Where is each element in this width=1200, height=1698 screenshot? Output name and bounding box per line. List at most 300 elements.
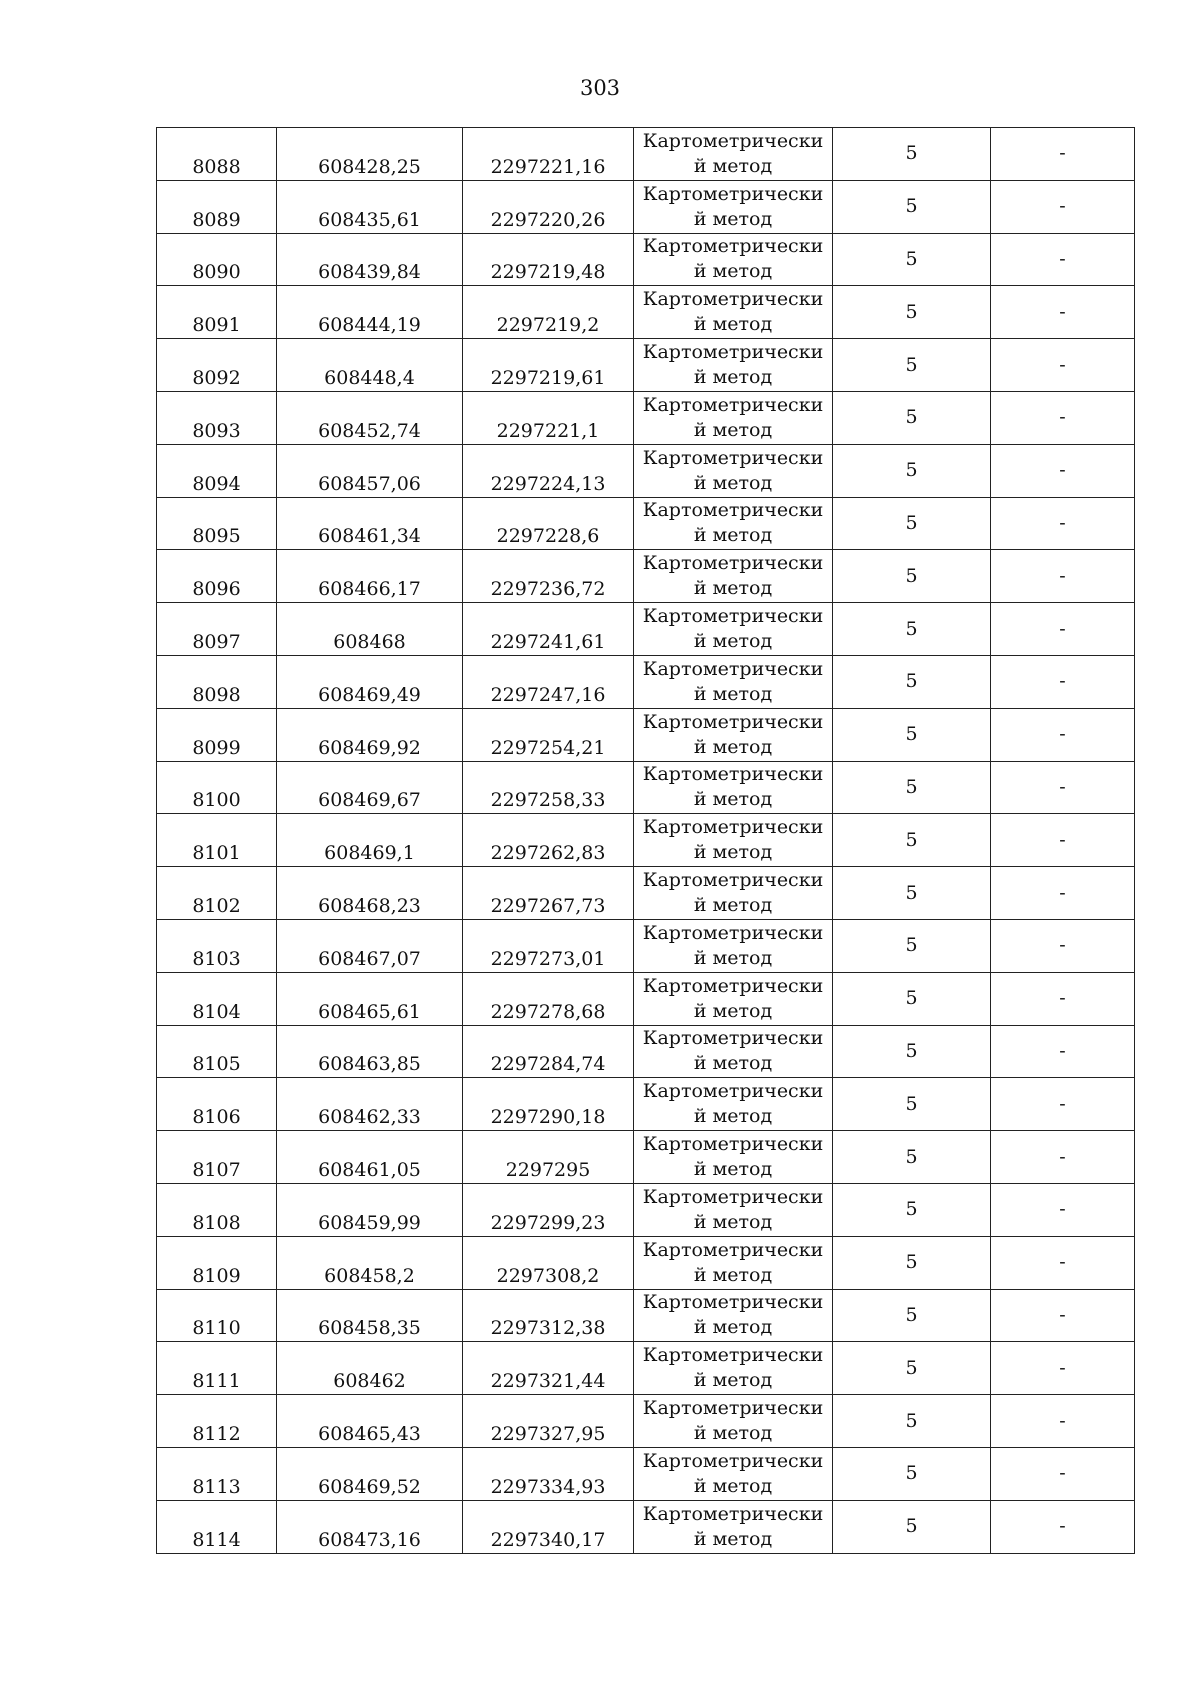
accuracy-cell (833, 867, 991, 920)
method-line-1: Картометрически (642, 288, 824, 311)
point-number-cell (157, 444, 277, 497)
point-number-cell (157, 1078, 277, 1131)
point-number-cell-text: 8100 (192, 789, 241, 812)
table-row (157, 919, 1135, 972)
x-coordinate-cell (277, 391, 463, 444)
accuracy-cell-text: 5 (905, 1039, 918, 1062)
method-line-2: й метод (693, 207, 773, 230)
y-coordinate-cell-text: 2297220,26 (490, 208, 606, 231)
point-number-cell-text: 8111 (192, 1370, 241, 1393)
note-cell-text: - (1059, 1303, 1066, 1326)
point-number-cell-text: 8092 (192, 366, 241, 389)
accuracy-cell (833, 1236, 991, 1289)
y-coordinate-cell-text: 2297273,01 (490, 947, 606, 970)
method-line-1: Картометрически (642, 657, 824, 680)
accuracy-cell-text: 5 (905, 987, 918, 1010)
method-cell (634, 1025, 833, 1078)
method-line-1: Картометрически (642, 1027, 824, 1050)
x-coordinate-cell-text: 608461,05 (318, 1158, 421, 1181)
y-coordinate-cell-text: 2297258,33 (490, 789, 606, 812)
note-cell (991, 814, 1135, 867)
x-coordinate-cell (277, 814, 463, 867)
method-line-1: Картометрически (642, 921, 824, 944)
note-cell-text: - (1059, 511, 1066, 534)
y-coordinate-cell-text: 2297267,73 (490, 894, 606, 917)
y-coordinate-cell (463, 1500, 634, 1553)
point-number-cell (157, 655, 277, 708)
accuracy-cell (833, 814, 991, 867)
note-cell-text: - (1059, 247, 1066, 270)
y-coordinate-cell (463, 128, 634, 181)
accuracy-cell-text: 5 (905, 142, 918, 165)
note-cell-text: - (1059, 775, 1066, 798)
table-row (157, 1078, 1135, 1131)
note-cell-text: - (1059, 1515, 1066, 1538)
accuracy-cell (833, 497, 991, 550)
note-cell (991, 867, 1135, 920)
accuracy-cell-text: 5 (905, 934, 918, 957)
method-cell (634, 1289, 833, 1342)
note-cell-text: - (1059, 881, 1066, 904)
y-coordinate-cell-text: 2297247,16 (490, 683, 606, 706)
accuracy-cell-text: 5 (905, 723, 918, 746)
accuracy-cell-text: 5 (905, 881, 918, 904)
method-line-1: Картометрически (642, 341, 824, 364)
method-line-2: й метод (693, 154, 773, 177)
point-number-cell (157, 339, 277, 392)
y-coordinate-cell-text: 2297262,83 (490, 842, 606, 865)
accuracy-cell (833, 1183, 991, 1236)
x-coordinate-cell (277, 128, 463, 181)
point-number-cell-text: 8089 (192, 208, 241, 231)
accuracy-cell-text: 5 (905, 617, 918, 640)
method-line-1: Картометрически (642, 1449, 824, 1472)
point-number-cell (157, 1289, 277, 1342)
accuracy-cell (833, 550, 991, 603)
table-row (157, 761, 1135, 814)
x-coordinate-cell-text: 608469,92 (318, 736, 421, 759)
x-coordinate-cell (277, 919, 463, 972)
table-row (157, 180, 1135, 233)
note-cell-text: - (1059, 353, 1066, 376)
method-line-1: Картометрически (642, 605, 824, 628)
accuracy-cell-text: 5 (905, 247, 918, 270)
x-coordinate-cell (277, 550, 463, 603)
method-line-1: Картометрически (642, 1080, 824, 1103)
method-cell (634, 233, 833, 286)
point-number-cell (157, 1500, 277, 1553)
table-row (157, 603, 1135, 656)
method-line-2: й метод (693, 577, 773, 600)
x-coordinate-cell-text: 608468,23 (318, 894, 421, 917)
x-coordinate-cell (277, 1500, 463, 1553)
y-coordinate-cell (463, 867, 634, 920)
method-cell (634, 603, 833, 656)
point-number-cell-text: 8112 (192, 1422, 241, 1445)
note-cell (991, 1395, 1135, 1448)
note-cell-text: - (1059, 300, 1066, 323)
note-cell (991, 286, 1135, 339)
y-coordinate-cell (463, 1447, 634, 1500)
y-coordinate-cell (463, 1183, 634, 1236)
x-coordinate-cell-text: 608462 (333, 1370, 406, 1393)
accuracy-cell-text: 5 (905, 406, 918, 429)
x-coordinate-cell-text: 608459,99 (318, 1211, 421, 1234)
y-coordinate-cell (463, 391, 634, 444)
y-coordinate-cell (463, 1025, 634, 1078)
table-row (157, 497, 1135, 550)
x-coordinate-cell (277, 761, 463, 814)
y-coordinate-cell (463, 180, 634, 233)
x-coordinate-cell (277, 339, 463, 392)
method-line-2: й метод (693, 313, 773, 336)
table-row (157, 1500, 1135, 1553)
note-cell-text: - (1059, 1462, 1066, 1485)
method-line-1: Картометрически (642, 816, 824, 839)
point-number-cell (157, 233, 277, 286)
accuracy-cell-text: 5 (905, 353, 918, 376)
x-coordinate-cell (277, 1025, 463, 1078)
method-line-2: й метод (693, 1263, 773, 1286)
method-line-1: Картометрически (642, 974, 824, 997)
note-cell-text: - (1059, 1356, 1066, 1379)
method-line-1: Картометрически (642, 763, 824, 786)
x-coordinate-cell-text: 608428,25 (318, 155, 421, 178)
x-coordinate-cell (277, 655, 463, 708)
y-coordinate-cell (463, 1236, 634, 1289)
method-line-1: Картометрически (642, 1397, 824, 1420)
point-number-cell (157, 761, 277, 814)
method-cell (634, 1500, 833, 1553)
point-number-cell-text: 8101 (192, 842, 241, 865)
accuracy-cell-text: 5 (905, 511, 918, 534)
point-number-cell (157, 603, 277, 656)
y-coordinate-cell (463, 550, 634, 603)
y-coordinate-cell-text: 2297284,74 (490, 1053, 606, 1076)
method-cell (634, 550, 833, 603)
point-number-cell-text: 8099 (192, 736, 241, 759)
note-cell (991, 1500, 1135, 1553)
accuracy-cell-text: 5 (905, 459, 918, 482)
y-coordinate-cell (463, 444, 634, 497)
accuracy-cell (833, 972, 991, 1025)
x-coordinate-cell-text: 608435,61 (318, 208, 421, 231)
method-line-2: й метод (693, 1105, 773, 1128)
x-coordinate-cell-text: 608468 (333, 630, 406, 653)
point-number-cell (157, 391, 277, 444)
table-row (157, 1025, 1135, 1078)
method-line-2: й метод (693, 946, 773, 969)
note-cell-text: - (1059, 723, 1066, 746)
accuracy-cell-text: 5 (905, 1198, 918, 1221)
point-number-cell (157, 180, 277, 233)
y-coordinate-cell-text: 2297278,68 (490, 1000, 606, 1023)
y-coordinate-cell-text: 2297327,95 (490, 1422, 606, 1445)
note-cell (991, 761, 1135, 814)
note-cell (991, 1183, 1135, 1236)
note-cell-text: - (1059, 670, 1066, 693)
y-coordinate-cell (463, 761, 634, 814)
accuracy-cell (833, 708, 991, 761)
point-number-cell (157, 867, 277, 920)
accuracy-cell (833, 1500, 991, 1553)
x-coordinate-cell (277, 1342, 463, 1395)
y-coordinate-cell-text: 2297299,23 (490, 1211, 606, 1234)
accuracy-cell-text: 5 (905, 775, 918, 798)
method-line-2: й метод (693, 366, 773, 389)
y-coordinate-cell (463, 814, 634, 867)
y-coordinate-cell (463, 603, 634, 656)
accuracy-cell (833, 180, 991, 233)
point-number-cell-text: 8113 (192, 1475, 241, 1498)
accuracy-cell (833, 1025, 991, 1078)
y-coordinate-cell-text: 2297224,13 (490, 472, 606, 495)
note-cell-text: - (1059, 934, 1066, 957)
method-line-2: й метод (693, 1210, 773, 1233)
point-number-cell-text: 8095 (192, 525, 241, 548)
table-row (157, 286, 1135, 339)
method-cell (634, 814, 833, 867)
note-cell (991, 1342, 1135, 1395)
table-row (157, 1447, 1135, 1500)
method-line-2: й метод (693, 1369, 773, 1392)
x-coordinate-cell (277, 708, 463, 761)
method-cell (634, 1078, 833, 1131)
y-coordinate-cell-text: 2297221,16 (490, 155, 606, 178)
y-coordinate-cell (463, 286, 634, 339)
accuracy-cell-text: 5 (905, 195, 918, 218)
accuracy-cell (833, 655, 991, 708)
y-coordinate-cell (463, 233, 634, 286)
accuracy-cell (833, 128, 991, 181)
note-cell (991, 1078, 1135, 1131)
x-coordinate-cell-text: 608466,17 (318, 578, 421, 601)
point-number-cell (157, 1236, 277, 1289)
note-cell (991, 497, 1135, 550)
point-number-cell-text: 8108 (192, 1211, 241, 1234)
method-cell (634, 1236, 833, 1289)
method-cell (634, 391, 833, 444)
x-coordinate-cell-text: 608448,4 (324, 366, 415, 389)
accuracy-cell (833, 603, 991, 656)
method-line-1: Картометрически (642, 710, 824, 733)
method-line-2: й метод (693, 1527, 773, 1550)
method-line-1: Картометрически (642, 1238, 824, 1261)
method-cell (634, 761, 833, 814)
point-number-cell-text: 8097 (192, 630, 241, 653)
method-line-2: й метод (693, 1052, 773, 1075)
note-cell-text: - (1059, 987, 1066, 1010)
table-row (157, 444, 1135, 497)
note-cell (991, 391, 1135, 444)
note-cell-text: - (1059, 1251, 1066, 1274)
table-row (157, 233, 1135, 286)
method-line-1: Картометрически (642, 869, 824, 892)
note-cell (991, 1025, 1135, 1078)
point-number-cell-text: 8102 (192, 894, 241, 917)
point-number-cell-text: 8098 (192, 683, 241, 706)
note-cell-text: - (1059, 459, 1066, 482)
y-coordinate-cell-text: 2297219,2 (496, 314, 600, 337)
table-row (157, 550, 1135, 603)
note-cell-text: - (1059, 1198, 1066, 1221)
method-line-1: Картометрически (642, 552, 824, 575)
accuracy-cell (833, 919, 991, 972)
method-cell (634, 972, 833, 1025)
accuracy-cell-text: 5 (905, 564, 918, 587)
point-number-cell (157, 814, 277, 867)
y-coordinate-cell-text: 2297236,72 (490, 578, 606, 601)
table-row (157, 972, 1135, 1025)
x-coordinate-cell (277, 1078, 463, 1131)
method-cell (634, 1395, 833, 1448)
table-row (157, 867, 1135, 920)
x-coordinate-cell-text: 608469,52 (318, 1475, 421, 1498)
accuracy-cell-text: 5 (905, 1515, 918, 1538)
method-cell (634, 444, 833, 497)
y-coordinate-cell (463, 339, 634, 392)
method-line-2: й метод (693, 1316, 773, 1339)
point-number-cell-text: 8110 (192, 1317, 241, 1340)
note-cell-text: - (1059, 142, 1066, 165)
note-cell (991, 603, 1135, 656)
x-coordinate-cell (277, 1289, 463, 1342)
x-coordinate-cell (277, 286, 463, 339)
y-coordinate-cell-text: 2297290,18 (490, 1106, 606, 1129)
method-line-1: Картометрически (642, 1344, 824, 1367)
note-cell (991, 550, 1135, 603)
table-row (157, 1289, 1135, 1342)
x-coordinate-cell (277, 603, 463, 656)
x-coordinate-cell-text: 608461,34 (318, 525, 421, 548)
accuracy-cell-text: 5 (905, 1092, 918, 1115)
method-line-2: й метод (693, 841, 773, 864)
point-number-cell (157, 708, 277, 761)
coordinates-table-body (157, 128, 1135, 1554)
x-coordinate-cell-text: 608467,07 (318, 947, 421, 970)
accuracy-cell (833, 391, 991, 444)
table-row (157, 814, 1135, 867)
method-cell (634, 286, 833, 339)
point-number-cell (157, 1183, 277, 1236)
point-number-cell-text: 8107 (192, 1158, 241, 1181)
table-row (157, 1395, 1135, 1448)
point-number-cell-text: 8114 (192, 1528, 241, 1551)
y-coordinate-cell (463, 497, 634, 550)
y-coordinate-cell-text: 2297340,17 (490, 1528, 606, 1551)
point-number-cell-text: 8105 (192, 1053, 241, 1076)
y-coordinate-cell-text: 2297241,61 (490, 630, 606, 653)
x-coordinate-cell-text: 608469,1 (324, 842, 415, 865)
accuracy-cell-text: 5 (905, 1303, 918, 1326)
y-coordinate-cell-text: 2297321,44 (490, 1370, 606, 1393)
method-cell (634, 867, 833, 920)
note-cell-text: - (1059, 1092, 1066, 1115)
point-number-cell (157, 1025, 277, 1078)
note-cell (991, 919, 1135, 972)
method-line-1: Картометрически (642, 129, 824, 152)
point-number-cell-text: 8103 (192, 947, 241, 970)
coordinates-table (156, 127, 1135, 1554)
accuracy-cell (833, 286, 991, 339)
method-cell (634, 497, 833, 550)
note-cell-text: - (1059, 828, 1066, 851)
y-coordinate-cell (463, 1078, 634, 1131)
method-line-1: Картометрически (642, 235, 824, 258)
x-coordinate-cell (277, 497, 463, 550)
accuracy-cell (833, 1131, 991, 1184)
note-cell-text: - (1059, 617, 1066, 640)
note-cell-text: - (1059, 1039, 1066, 1062)
point-number-cell-text: 8104 (192, 1000, 241, 1023)
accuracy-cell (833, 233, 991, 286)
note-cell-text: - (1059, 1409, 1066, 1432)
y-coordinate-cell-text: 2297219,61 (490, 366, 606, 389)
method-line-2: й метод (693, 471, 773, 494)
point-number-cell-text: 8096 (192, 578, 241, 601)
x-coordinate-cell (277, 1447, 463, 1500)
x-coordinate-cell (277, 972, 463, 1025)
point-number-cell-text: 8090 (192, 261, 241, 284)
method-line-2: й метод (693, 630, 773, 653)
note-cell (991, 339, 1135, 392)
method-cell (634, 708, 833, 761)
x-coordinate-cell (277, 180, 463, 233)
point-number-cell (157, 128, 277, 181)
note-cell (991, 1131, 1135, 1184)
table-row (157, 655, 1135, 708)
method-line-1: Картометрически (642, 446, 824, 469)
method-line-2: й метод (693, 735, 773, 758)
accuracy-cell-text: 5 (905, 1462, 918, 1485)
table-row (157, 1342, 1135, 1395)
y-coordinate-cell-text: 2297295 (505, 1158, 591, 1181)
note-cell-text: - (1059, 564, 1066, 587)
accuracy-cell-text: 5 (905, 1409, 918, 1432)
x-coordinate-cell (277, 1395, 463, 1448)
x-coordinate-cell-text: 608463,85 (318, 1053, 421, 1076)
x-coordinate-cell-text: 608439,84 (318, 261, 421, 284)
method-cell (634, 919, 833, 972)
y-coordinate-cell-text: 2297254,21 (490, 736, 606, 759)
point-number-cell (157, 972, 277, 1025)
method-line-1: Картометрически (642, 1502, 824, 1525)
point-number-cell (157, 1131, 277, 1184)
x-coordinate-cell (277, 867, 463, 920)
method-line-1: Картометрически (642, 499, 824, 522)
y-coordinate-cell-text: 2297219,48 (490, 261, 606, 284)
method-line-1: Картометрически (642, 182, 824, 205)
method-cell (634, 180, 833, 233)
point-number-cell (157, 1395, 277, 1448)
point-number-cell-text: 8109 (192, 1264, 241, 1287)
method-line-1: Картометрически (642, 1291, 824, 1314)
y-coordinate-cell-text: 2297308,2 (496, 1264, 600, 1287)
accuracy-cell (833, 1342, 991, 1395)
method-line-2: й метод (693, 260, 773, 283)
note-cell (991, 233, 1135, 286)
y-coordinate-cell (463, 972, 634, 1025)
method-line-2: й метод (693, 1158, 773, 1181)
y-coordinate-cell (463, 655, 634, 708)
method-line-2: й метод (693, 894, 773, 917)
point-number-cell-text: 8088 (192, 155, 241, 178)
table-row (157, 1183, 1135, 1236)
method-line-2: й метод (693, 788, 773, 811)
accuracy-cell (833, 444, 991, 497)
x-coordinate-cell-text: 608444,19 (318, 314, 421, 337)
table-row (157, 1131, 1135, 1184)
